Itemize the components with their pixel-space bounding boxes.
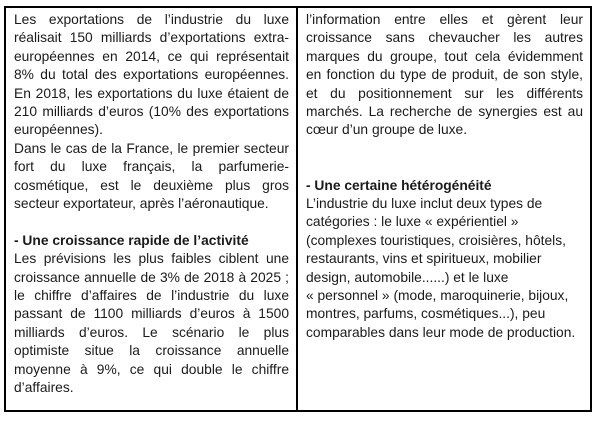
section-heading-croissance: - Une croissance rapide de l’activité (14, 232, 249, 248)
paragraph-previsions: Les prévisions les plus faibles ciblent une croissance annuelle de 3% de 2018 à 2025 ; le chiffre d’affaires de l’industrie du luxe passant de 1100 milliards d’euros à 1500 milliards d’euros. Le scénario le plus optimiste situe la croissance annuelle moyenne à 9%, ce qui double le chiffre d’affaires. (14, 251, 289, 396)
document-table (4, 6, 592, 412)
table-cell-left (6, 8, 298, 410)
section-heading-heterogeneite: - Une certaine hétérogénéité (306, 177, 492, 193)
paragraph-categories: L’industrie du luxe inclut deux types de catégories : le luxe « expérientiel » (complexes touristiques, croisières, hôtels, restaurants, vins et spiritueux, mobilier design, automobile......) et le luxe « personnel » (mode, maroquinerie, bijoux, montres, parfums, cosmétiques...), peu comparables dans leur mode de production. (306, 196, 576, 340)
paragraph-exports: Les exportations de l’industrie du luxe réalisait 150 milliards d’exportations extra-européennes en 2014, ce qui représentait 8% du total des exportations européennes. En 2018, les exportations du luxe étaient de 210 milliards d’euros (10% des exportations européennes). (14, 12, 289, 138)
paragraph-synergies: l’information entre elles et gèrent leur croissance sans chevaucher les autres marques du groupe, tout cela évidemment en fonction du type de produit, de son style, et du positionnement sur les différents marchés. La recherche de synergies est au cœur d’un groupe de luxe. (306, 12, 583, 138)
paragraph-france: Dans le cas de la France, le premier secteur fort du luxe français, la parfumerie-cosmétique, est le deuxième plus gros secteur exportateur, après l’aéronautique. (14, 140, 289, 212)
table-cell-right (298, 8, 590, 410)
